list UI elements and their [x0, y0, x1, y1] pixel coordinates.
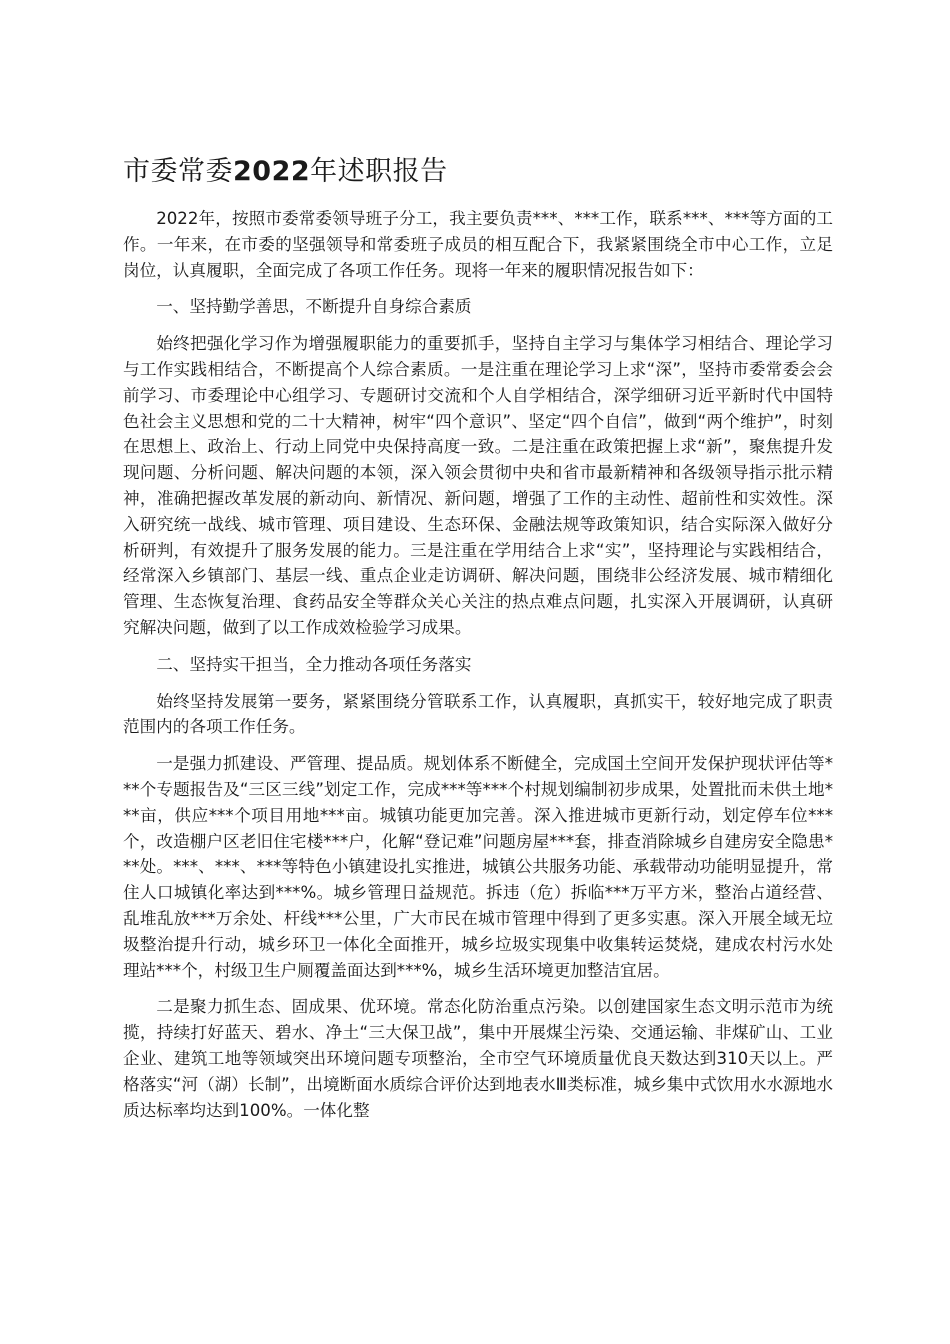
document-page	[123, 150, 833, 1134]
intro-paragraph: 2022年，按照市委常委领导班子分工，我主要负责***、***工作，联系***、***等方面的工作。一年来，在市委的坚强领导和常委班子成员的相互配合下，我紧紧围绕全市中心工作，立足岗位，认真履职，全面完成了各项工作任务。现将一年来的履职情况报告如下：	[123, 209, 833, 280]
section-2-paragraph-1: 始终坚持发展第一要务，紧紧围绕分管联系工作，认真履职，真抓实干，较好地完成了职责范围内的各项工作任务。	[123, 691, 833, 737]
title-year: 2022	[233, 156, 311, 187]
section-2-paragraph-3: 二是聚力抓生态、固成果、优环境。常态化防治重点污染。以创建国家生态文明示范市为统揽，持续打好蓝天、碧水、净土“三大保卫战”，集中开展煤尘污染、交通运输、非煤矿山、工业企业、建筑工地等领域突出环境问题专项整治，全市空气环境质量优良天数达到310天以上。严格落实“河（湖）长制”，出境断面水质综合评价达到地表水Ⅲ类标准，城乡集中式饮用水水源地水质达标率均达到100%。一体化整	[123, 997, 833, 1120]
title-suffix: 年述职报告	[310, 156, 448, 187]
section-heading-1: 一、坚持勤学善思，不断提升自身综合素质	[156, 297, 472, 317]
section-2-paragraph-2: 一是强力抓建设、严管理、提品质。规划体系不断健全，完成国土空间开发保护现状评估等***个专题报告及“三区三线”划定工作，完成***等***个村规划编制初步成果，处置批而未供土地***亩，供应***个项目用地***亩。城镇功能更加完善。深入推进城市更新行动，划定停车位***个，改造棚户区老旧住宅楼***户，化解“登记难”问题房屋***套，排查消除城乡自建房安全隐患***处。***、***、***等特色小镇建设扎实推进，城镇公共服务功能、承载带动功能明显提升，常住人口城镇化率达到***%。城乡管理日益规范。拆违（危）拆临***万平方米，整治占道经营、乱堆乱放***万余处、杆线***公里，广大市民在城市管理中得到了更多实惠。深入开展全域无垃圾整治提升行动，城乡环卫一体化全面推开，城乡垃圾实现集中收集转运焚烧，建成农村污水处理站***个，村级卫生户厕覆盖面达到***%，城乡生活环境更加整洁宜居。	[123, 754, 833, 980]
document-title	[123, 150, 833, 194]
title-prefix: 市委常委	[123, 156, 233, 187]
section-heading-2: 二、坚持实干担当，全力推动各项任务落实	[156, 654, 472, 674]
section-1-paragraph: 始终把强化学习作为增强履职能力的重要抓手，坚持自主学习与集体学习相结合、理论学习与工作实践相结合，不断提高个人综合素质。一是注重在理论学习上求“深”，坚持市委常委会会前学习、市委理论中心组学习、专题研讨交流和个人自学相结合，深学细研习近平新时代中国特色社会主义思想和党的二十大精神，树牢“四个意识”、坚定“四个自信”，做到“两个维护”，时刻在思想上、政治上、行动上同党中央保持高度一致。二是注重在政策把握上求“新”，聚焦提升发现问题、分析问题、解决问题的本领，深入领会贯彻中央和省市最新精神和各级领导指示批示精神，准确把握改革发展的新动向、新情况、新问题，增强了工作的主动性、超前性和实效性。深入研究统一战线、城市管理、项目建设、生态环保、金融法规等政策知识，结合实际深入做好分析研判，有效提升了服务发展的能力。三是注重在学用结合上求“实”，坚持理论与实践相结合，经常深入乡镇部门、基层一线、重点企业走访调研、解决问题，围绕非公经济发展、城市精细化管理、生态恢复治理、食药品安全等群众关心关注的热点难点问题，扎实深入开展调研，认真研究解决问题，做到了以工作成效检验学习成果。	[123, 334, 833, 637]
